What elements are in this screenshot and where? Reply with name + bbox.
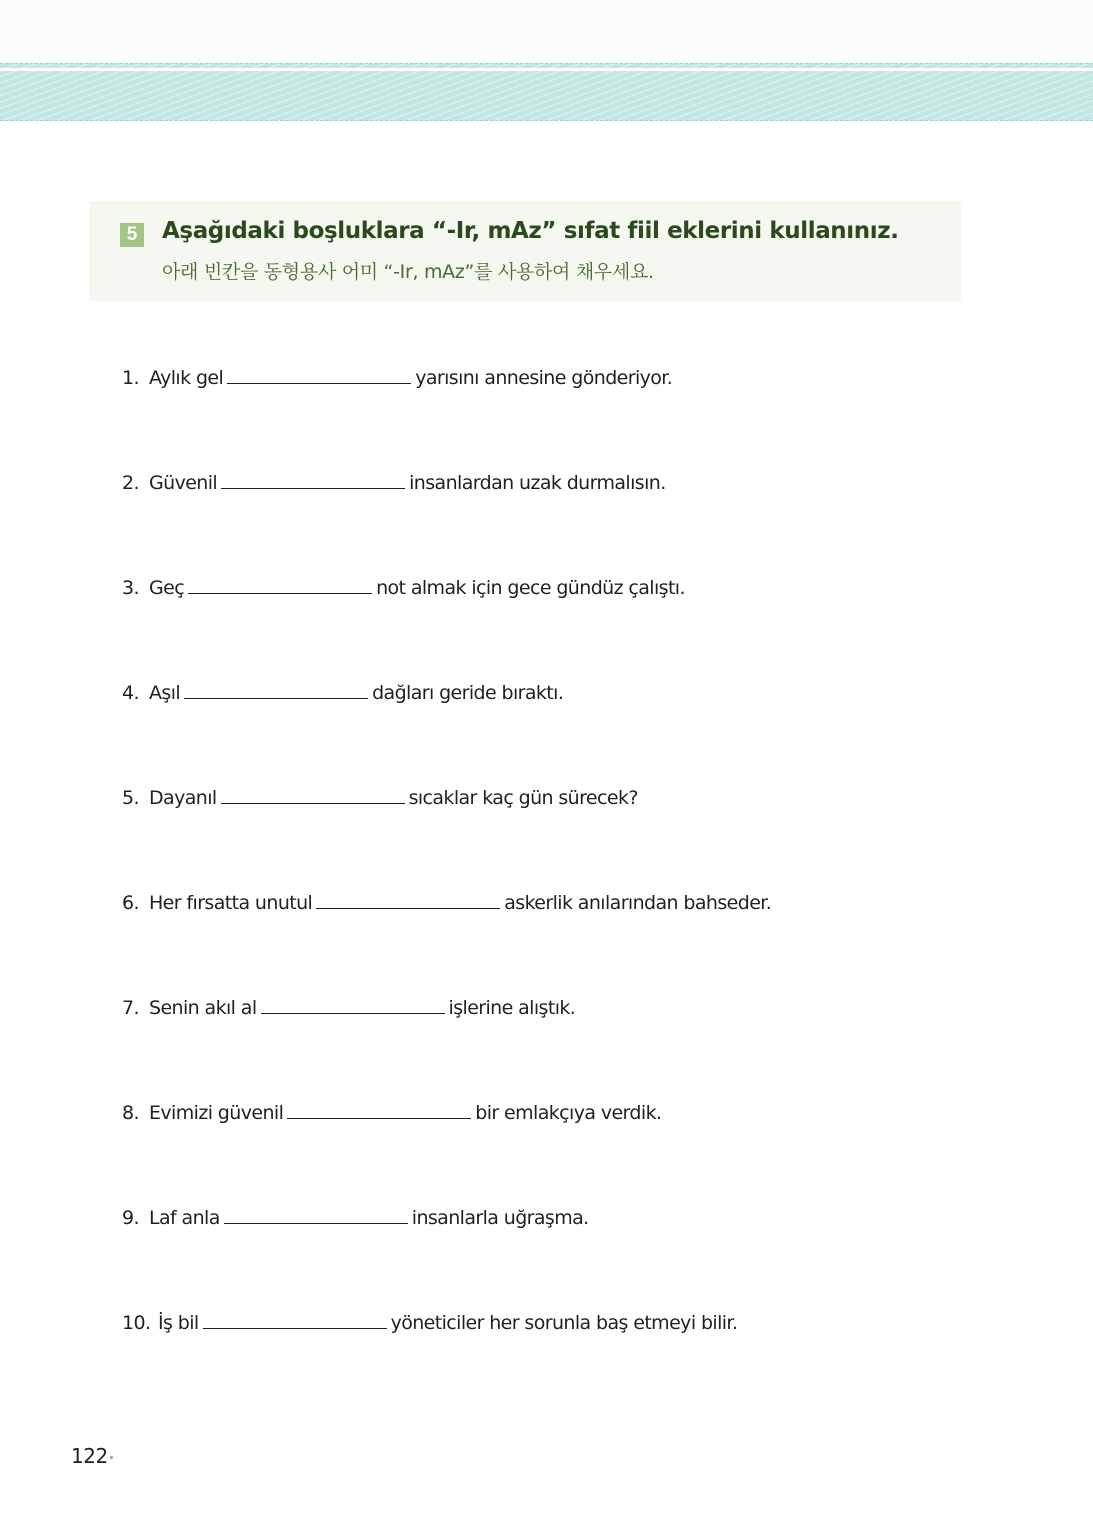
answer-blank[interactable] xyxy=(316,907,500,909)
exercise-number-badge: 5 xyxy=(120,223,144,247)
question-number: 9. xyxy=(122,1207,139,1229)
page-number-dot xyxy=(110,1456,113,1459)
question-text-after: askerlik anılarından bahseder. xyxy=(504,892,772,914)
question-number: 3. xyxy=(122,577,139,599)
question-8 xyxy=(122,1099,771,1204)
answer-blank[interactable] xyxy=(203,1327,387,1329)
question-2 xyxy=(122,469,771,574)
question-1 xyxy=(122,364,771,469)
question-text-before: Geç xyxy=(149,577,185,599)
question-text-before: Senin akıl al xyxy=(149,997,257,1019)
question-text-after: yöneticiler her sorunla baş etmeyi bilir. xyxy=(390,1312,738,1334)
question-10 xyxy=(122,1309,771,1414)
question-list xyxy=(122,364,771,1414)
question-3 xyxy=(122,574,771,679)
top-margin xyxy=(0,0,1093,64)
question-9 xyxy=(122,1204,771,1309)
answer-blank[interactable] xyxy=(221,487,405,489)
question-text-before: Aşıl xyxy=(149,682,181,704)
question-text-after: insanlarla uğraşma. xyxy=(411,1207,589,1229)
question-text-after: dağları geride bıraktı. xyxy=(372,682,564,704)
question-text-after: not almak için gece gündüz çalıştı. xyxy=(376,577,685,599)
header-band-divider xyxy=(0,68,1093,71)
question-7 xyxy=(122,994,771,1099)
instruction-box xyxy=(89,201,961,301)
question-5 xyxy=(122,784,771,889)
question-4 xyxy=(122,679,771,784)
question-number: 8. xyxy=(122,1102,139,1124)
answer-blank[interactable] xyxy=(261,1012,445,1014)
question-text-after: bir emlakçıya verdik. xyxy=(475,1102,662,1124)
question-text-after: sıcaklar kaç gün sürecek? xyxy=(408,787,638,809)
question-text-before: Evimizi güvenil xyxy=(149,1102,284,1124)
answer-blank[interactable] xyxy=(184,697,368,699)
instruction-title: Aşağıdaki boşluklara “-Ir, mAz” sıfat fiil eklerini kullanınız. xyxy=(162,218,899,244)
instruction-subtitle: 아래 빈칸을 동형용사 어미 “-Ir, mAz”를 사용하여 채우세요. xyxy=(162,261,654,283)
answer-blank[interactable] xyxy=(227,382,411,384)
question-text-after: yarısını annesine gönderiyor. xyxy=(415,367,673,389)
question-text-before: Laf anla xyxy=(149,1207,220,1229)
question-text-before: İş bil xyxy=(158,1312,199,1334)
answer-blank[interactable] xyxy=(188,592,372,594)
question-text-before: Her fırsatta unutul xyxy=(149,892,313,914)
question-number: 4. xyxy=(122,682,139,704)
question-number: 7. xyxy=(122,997,139,1019)
question-text-after: işlerine alıştık. xyxy=(448,997,576,1019)
question-number: 6. xyxy=(122,892,139,914)
answer-blank[interactable] xyxy=(287,1117,471,1119)
question-text-before: Aylık gel xyxy=(149,367,224,389)
question-6 xyxy=(122,889,771,994)
question-number: 5. xyxy=(122,787,139,809)
answer-blank[interactable] xyxy=(221,802,405,804)
question-text-after: insanlardan uzak durmalısın. xyxy=(409,472,666,494)
question-number: 10. xyxy=(122,1312,151,1334)
question-text-before: Dayanıl xyxy=(149,787,217,809)
header-decorative-band xyxy=(0,63,1093,121)
answer-blank[interactable] xyxy=(224,1222,408,1224)
question-text-before: Güvenil xyxy=(149,472,218,494)
question-number: 2. xyxy=(122,472,139,494)
page-number: 122 xyxy=(71,1444,108,1468)
question-number: 1. xyxy=(122,367,139,389)
